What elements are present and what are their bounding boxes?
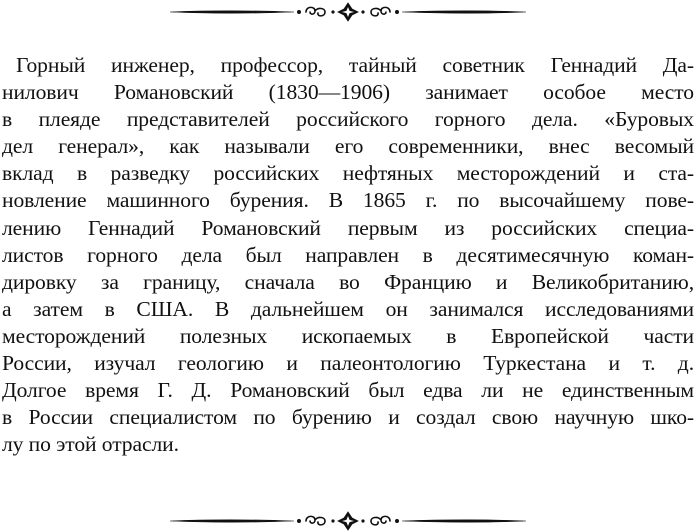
text-line: в плеяде представителей российского горного дела. «Буровых xyxy=(2,107,694,132)
text-line: дировку за границу, сначала во Францию и Великобританию, xyxy=(2,269,694,294)
text-line: в России специалистом по бурению и создал свою научную шко- xyxy=(2,405,694,430)
flourish-icon xyxy=(168,1,528,23)
text-line: а затем в США. В дальнейшем он занимался исследованиями xyxy=(2,296,694,321)
text-line: Горный инженер, профессор, тайный советник Геннадий Да- xyxy=(16,53,694,77)
text-line: вклад в разведку российских нефтяных месторождений и ста- xyxy=(2,161,694,186)
text-line: месторождений полезных ископаемых в Европейской части xyxy=(2,323,694,348)
text-line: России, изучал геологию и палеонтологию Туркестана и т. д. xyxy=(2,351,694,376)
text-line: листов горного дела был направлен в десятимесячную коман- xyxy=(2,242,694,267)
text-line: лу по этой отрасли. xyxy=(2,432,179,457)
bottom-ornament-divider xyxy=(168,510,528,532)
text-line: нилович Романовский (1830—1906) занимает особое место xyxy=(2,80,694,105)
flourish-icon xyxy=(168,510,528,532)
body-paragraph xyxy=(2,52,694,458)
text-line: дел генерал», как называли его современники, внес весомый xyxy=(2,134,694,159)
text-line: новление машинного бурения. В 1865 г. по высочайшему пове- xyxy=(2,188,694,213)
text-line: Долгое время Г. Д. Романовский был едва ли не единственным xyxy=(2,378,694,403)
text-line: лению Геннадий Романовский первым из российских специа- xyxy=(2,215,694,240)
top-ornament-divider xyxy=(168,1,528,23)
